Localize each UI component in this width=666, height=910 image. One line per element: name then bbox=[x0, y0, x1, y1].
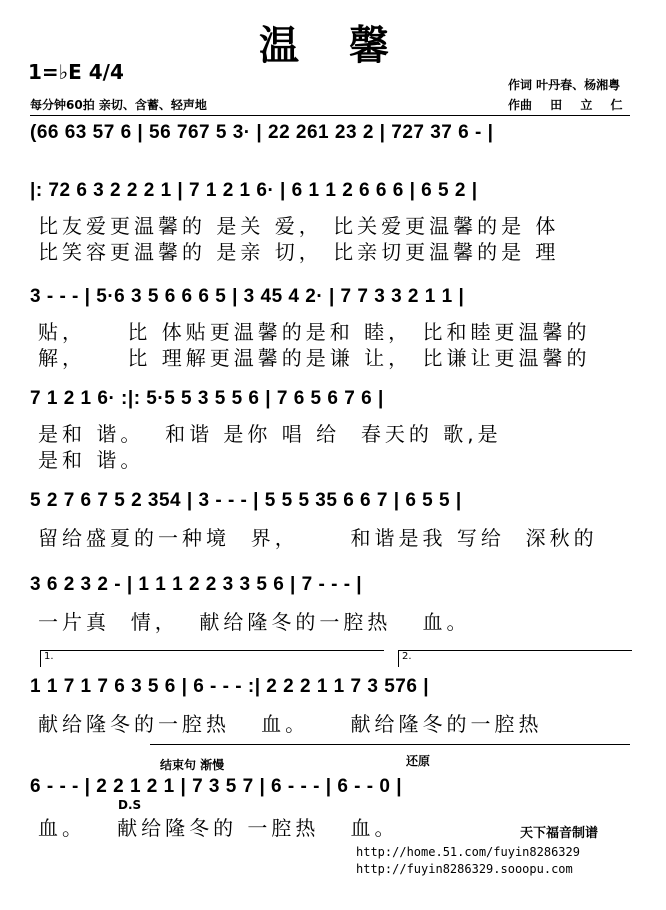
lyric-row-5: 留给盛夏的一种境 界， 和谐是我 写给 深秋的 bbox=[38, 526, 598, 550]
ending-marking: 结束句 渐慢 bbox=[160, 758, 225, 772]
publisher-brand: 天下福音制谱 bbox=[520, 826, 599, 841]
lyric-row-4-verse-1: 是和 谐。 和谐 是你 唱 给 春天的 歌,是 bbox=[38, 422, 502, 446]
notation-row-4: 7 1 2 1 6· :|: 5·5 5 3 5 5 6 | 7 6 5 6 7 6 | bbox=[30, 388, 384, 409]
lyric-row-8: 血。 献给隆冬的 一腔热 血。 bbox=[38, 816, 399, 840]
volta-bracket-2: 2. bbox=[398, 650, 632, 667]
lyric-row-3-verse-1: 贴， 比 体贴更温馨的是和 睦， 比和睦更温馨的 bbox=[38, 320, 591, 344]
composer-credit: 作曲 田 立 仁 bbox=[508, 98, 623, 112]
lyric-row-2-verse-2: 比笑容更温馨的 是亲 切， 比亲切更温馨的是 理 bbox=[38, 240, 560, 264]
ds-marking: D.S bbox=[118, 798, 142, 812]
lyric-row-4-verse-2: 是和 谐。 bbox=[38, 448, 145, 472]
notation-row-8: 6 - - - | 2 2 1 2 1 | 7 3 5 7 | 6 - - - | 6 - - 0 | bbox=[30, 776, 403, 797]
restore-tempo-marking: 还原 bbox=[406, 754, 431, 768]
notation-row-6: 3 6 2 3 2 - | 1 1 1 2 2 3 3 5 6 | 7 - - - | bbox=[30, 574, 363, 595]
footer-url-2: http://fuyin8286329.sooopu.com bbox=[356, 862, 573, 876]
lyric-row-3-verse-2: 解， 比 理解更温馨的是谦 让， 比谦让更温馨的 bbox=[38, 346, 591, 370]
ending-bracket-line bbox=[150, 744, 630, 745]
lyric-row-2-verse-1: 比友爱更温馨的 是关 爱， 比关爱更温馨的是 体 bbox=[38, 214, 560, 238]
page-title: 温 馨 bbox=[259, 23, 407, 69]
lyric-row-7: 献给隆冬的一腔热 血。 献给隆冬的一腔热 bbox=[38, 712, 543, 736]
volta-bracket-1: 1. bbox=[40, 650, 384, 667]
notation-row-5: 5 2 7 6 7 5 2 354 | 3 - - - | 5 5 5 35 6 6 7 | 6 5 5 | bbox=[30, 490, 462, 511]
tempo-marking: 每分钟60拍 亲切、含蓄、轻声地 bbox=[30, 98, 207, 112]
key-signature: 1=♭E 4/4 bbox=[28, 60, 124, 84]
footer-url-1: http://home.51.com/fuyin8286329 bbox=[356, 845, 580, 859]
divider-line bbox=[30, 115, 630, 116]
notation-row-7: 1 1 7 1 7 6 3 5 6 | 6 - - - :| 2 2 2 1 1 7 3 576 | bbox=[30, 676, 430, 697]
notation-row-2: |: 72 6 3 2 2 2 1 | 7 1 2 1 6· | 6 1 1 2 6 6 6 | 6 5 2 | bbox=[30, 180, 478, 201]
lyric-row-6: 一片真 情， 献给隆冬的一腔热 血。 bbox=[38, 610, 471, 634]
notation-row-1: (66 63 57 6 | 56 767 5 3· | 22 261 23 2 | 727 37 6 - | bbox=[30, 122, 494, 143]
lyricist-credit: 作词 叶丹春、杨湘粤 bbox=[508, 78, 621, 92]
notation-row-3: 3 - - - | 5·6 3 5 6 6 6 5 | 3 45 4 2· | 7 7 3 3 2 1 1 | bbox=[30, 286, 465, 307]
